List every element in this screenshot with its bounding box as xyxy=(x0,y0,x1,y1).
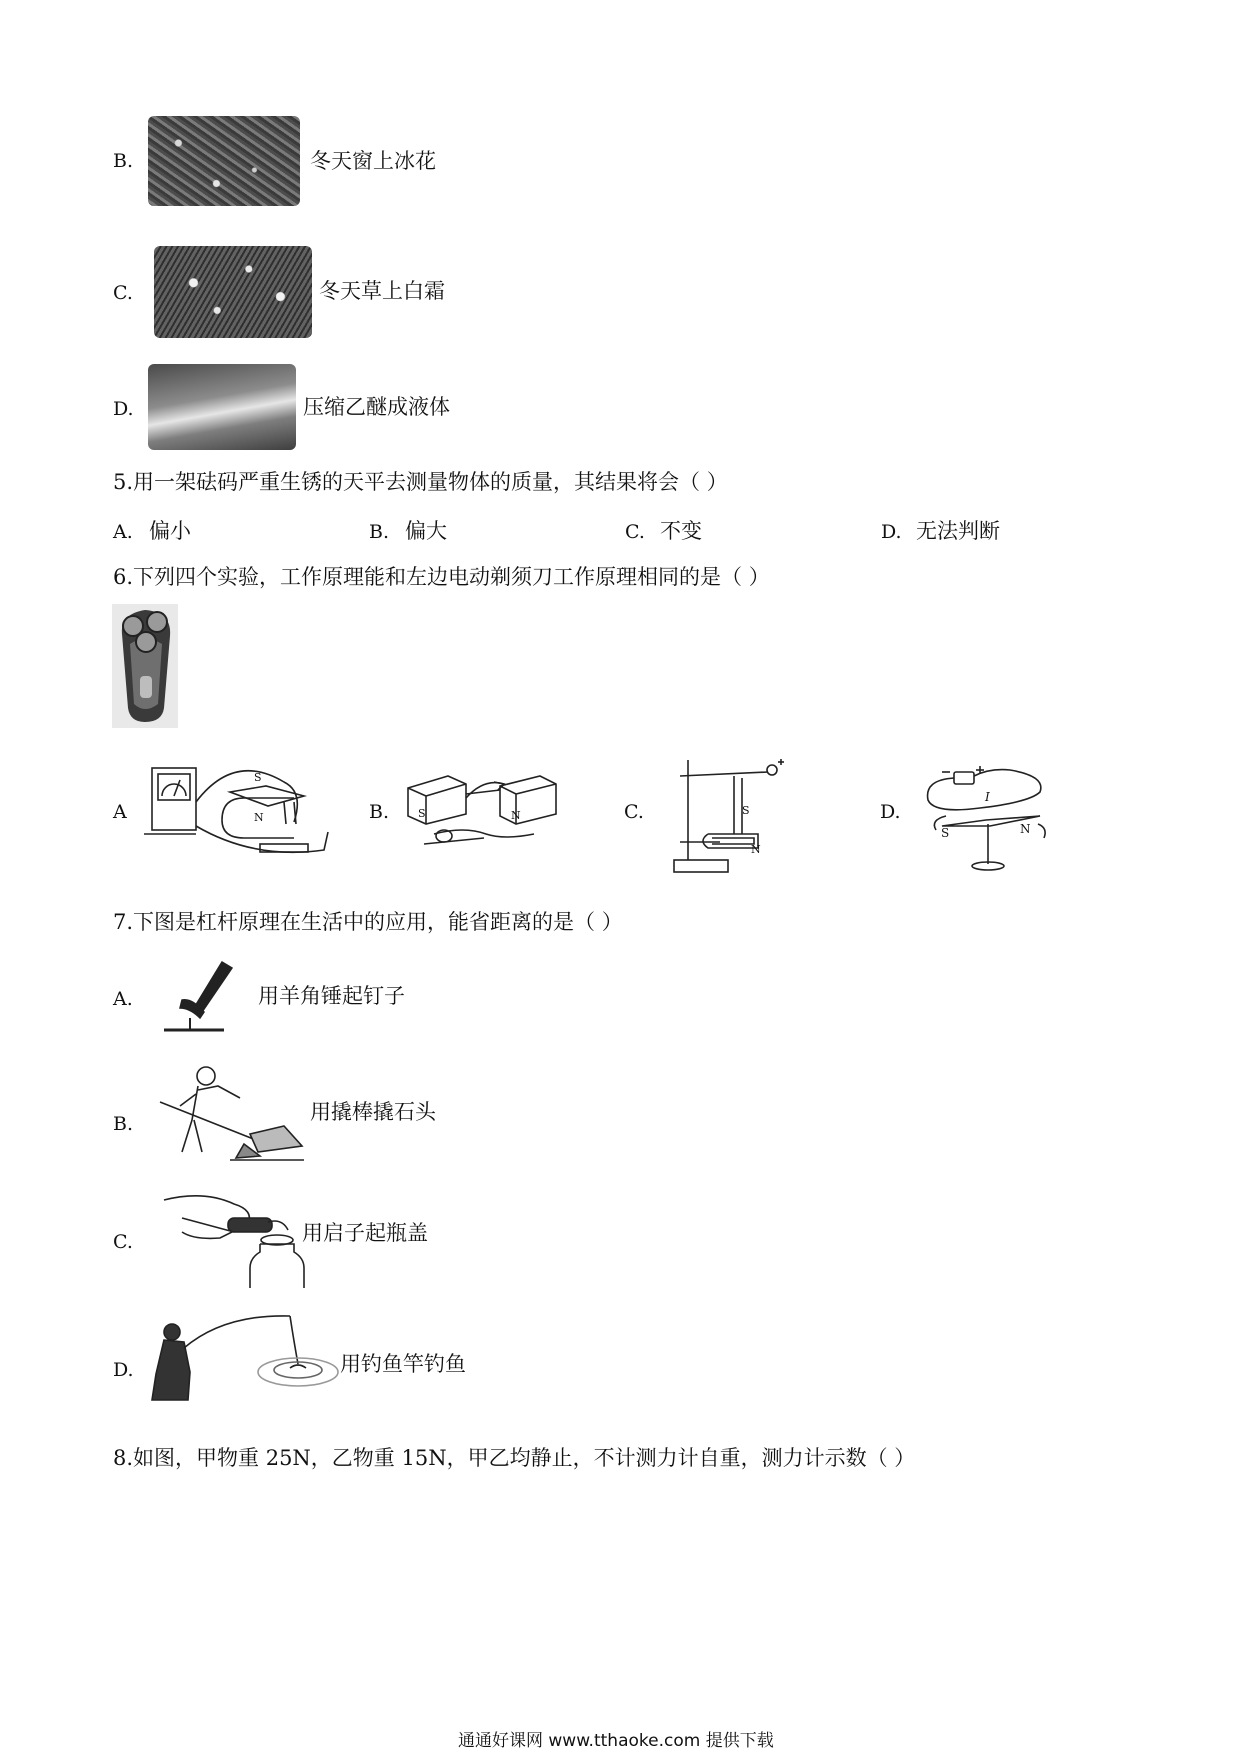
q5-option-c-text: 不变 xyxy=(660,519,702,543)
bottle-opener-image xyxy=(164,1188,304,1288)
q6-option-d-letter: D. xyxy=(880,801,901,823)
q6-b-north-label: N xyxy=(511,809,521,822)
q6-option-b-diagram xyxy=(404,774,560,848)
window-frost-photo xyxy=(148,116,300,206)
q6-d-south-label: S xyxy=(941,826,950,840)
q5-option-b-text: 偏大 xyxy=(405,519,447,543)
claw-hammer-image xyxy=(160,960,242,1038)
q7-stem: 7.下图是杠杆原理在生活中的应用，能省距离的是（ ） xyxy=(113,910,623,934)
crowbar-stone-image xyxy=(160,1064,304,1164)
q6-option-b-letter: B. xyxy=(369,801,390,823)
q5-option-a-letter: A. xyxy=(113,521,133,543)
q6-c-north-label: N xyxy=(751,843,761,856)
ether-bottle-photo xyxy=(148,364,296,450)
q7-option-d-text: 用钓鱼竿钓鱼 xyxy=(340,1352,466,1376)
q6-option-d-diagram xyxy=(920,766,1054,874)
q6-a-south-label: S xyxy=(254,771,262,784)
q6-option-c-diagram xyxy=(668,758,786,876)
q6-c-south-label: S xyxy=(742,804,750,817)
q7-option-d-letter: D. xyxy=(113,1359,134,1381)
footer-source: 通通好课网 www.tthaoke.com 提供下载 xyxy=(458,1731,774,1751)
q6-option-a-diagram xyxy=(144,762,334,860)
q6-d-north-label: N xyxy=(1020,822,1031,836)
q5-options xyxy=(113,521,1113,547)
q7-option-c-letter: C. xyxy=(113,1231,133,1253)
q4-option-d-letter: D. xyxy=(113,398,134,420)
q4-option-c-letter: C. xyxy=(113,282,133,304)
q5-option-d-letter: D. xyxy=(881,521,902,543)
electric-shaver-image xyxy=(112,604,178,728)
q7-option-a-text: 用羊角锤起钉子 xyxy=(258,984,405,1008)
q4-option-d-text: 压缩乙醚成液体 xyxy=(303,395,450,419)
q4-option-b-text: 冬天窗上冰花 xyxy=(310,149,436,173)
q4-option-c-text: 冬天草上白霜 xyxy=(319,279,445,303)
q5-option-c-letter: C. xyxy=(625,521,645,543)
q5-option-d-text: 无法判断 xyxy=(916,519,1000,543)
q6-b-south-label: S xyxy=(418,807,426,820)
q7-option-c-text: 用启子起瓶盖 xyxy=(302,1221,428,1245)
q5-option-a-text: 偏小 xyxy=(149,519,191,543)
q6-option-a-letter: A xyxy=(113,801,127,823)
q6-option-c-letter: C. xyxy=(624,801,644,823)
fishing-rod-image xyxy=(144,1312,344,1404)
grass-frost-photo xyxy=(154,246,312,338)
q7-option-a-letter: A. xyxy=(113,988,133,1010)
q6-a-north-label: N xyxy=(254,811,264,824)
q7-option-b-text: 用撬棒撬石头 xyxy=(310,1100,436,1124)
q8-stem: 8.如图，甲物重 25N，乙物重 15N，甲乙均静止，不计测力计自重，测力计示数（ ） xyxy=(113,1446,916,1470)
q6-d-current-label: I xyxy=(985,790,990,804)
q7-option-b-letter: B. xyxy=(113,1113,134,1135)
q6-stem: 6.下列四个实验，工作原理能和左边电动剃须刀工作原理相同的是（ ） xyxy=(113,565,770,589)
q4-option-b-letter: B. xyxy=(113,150,134,172)
q5-stem: 5.用一架砝码严重生锈的天平去测量物体的质量，其结果将会（ ） xyxy=(113,470,728,494)
q5-option-b-letter: B. xyxy=(369,521,390,543)
